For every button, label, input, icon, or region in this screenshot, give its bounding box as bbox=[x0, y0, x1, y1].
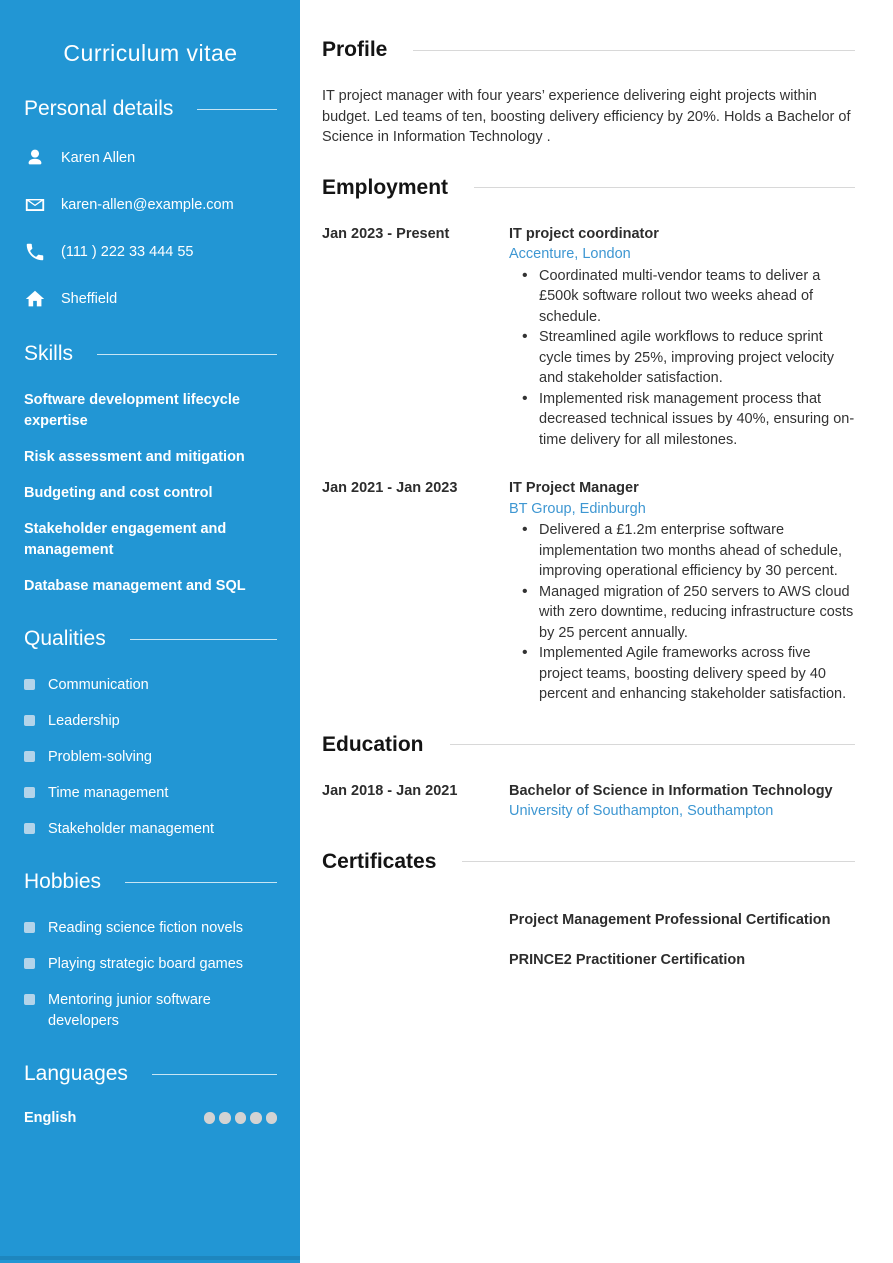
education-entry bbox=[322, 781, 855, 822]
skill-item: Budgeting and cost control bbox=[24, 485, 213, 501]
level-dot-icon bbox=[204, 1112, 216, 1124]
skill-item: Risk assessment and mitigation bbox=[24, 449, 245, 465]
qualities-heading bbox=[24, 627, 277, 651]
job-bullet: • Managed migration of 250 servers to AWS cloud with zero downtime, reducing infrastructure costs by 25 percent annually. bbox=[509, 582, 855, 644]
skills-heading bbox=[24, 342, 277, 366]
square-bullet-icon bbox=[24, 751, 35, 762]
level-dot-icon bbox=[266, 1112, 278, 1124]
heading-rule bbox=[450, 744, 855, 745]
employment-details bbox=[509, 224, 855, 451]
sidebar bbox=[0, 0, 300, 1263]
languages-heading bbox=[24, 1062, 277, 1086]
personal-details-heading-label: Personal details bbox=[24, 97, 174, 120]
job-bullet: • Streamlined agile workflows to reduce sprint cycle times by 25%, improving project velocity and stakeholder satisfaction. bbox=[509, 327, 855, 389]
square-bullet-icon bbox=[24, 715, 35, 726]
quality-item bbox=[24, 711, 277, 732]
square-bullet-icon bbox=[24, 823, 35, 834]
hobby-item bbox=[24, 954, 277, 975]
job-bullet-list bbox=[509, 520, 855, 705]
level-dot-icon bbox=[219, 1112, 231, 1124]
personal-name: Karen Allen bbox=[61, 150, 136, 166]
job-title: IT Project Manager bbox=[509, 480, 639, 496]
certificates-section bbox=[322, 850, 855, 971]
certificates-heading bbox=[322, 850, 855, 874]
email-icon bbox=[24, 194, 46, 216]
skill-item: Database management and SQL bbox=[24, 578, 246, 594]
heading-rule bbox=[462, 861, 855, 862]
quality-label: Communication bbox=[48, 677, 149, 693]
employment-entry bbox=[322, 478, 855, 705]
quality-label: Time management bbox=[48, 785, 169, 801]
education-section bbox=[322, 733, 855, 822]
language-row bbox=[24, 1110, 277, 1126]
profile-heading-label: Profile bbox=[322, 38, 388, 61]
hobby-item bbox=[24, 990, 277, 1032]
certificate-item: Project Management Professional Certification bbox=[509, 911, 831, 928]
skills-heading-label: Skills bbox=[24, 342, 74, 365]
level-dot-icon bbox=[235, 1112, 247, 1124]
heading-rule bbox=[97, 354, 277, 355]
person-icon bbox=[24, 147, 46, 169]
quality-label: Stakeholder management bbox=[48, 821, 215, 837]
job-company: BT Group, Edinburgh bbox=[509, 500, 646, 517]
employment-dates: Jan 2021 - Jan 2023 bbox=[322, 480, 458, 496]
employment-dates: Jan 2023 - Present bbox=[322, 225, 450, 242]
language-name: English bbox=[24, 1110, 77, 1126]
quality-item bbox=[24, 819, 277, 840]
job-bullet: • Coordinated multi-vendor teams to deliver a £500k software rollout two weeks ahead of schedule. bbox=[509, 266, 855, 328]
personal-item-email bbox=[24, 192, 277, 218]
heading-rule bbox=[130, 639, 277, 640]
personal-item-location bbox=[24, 286, 277, 312]
degree-title: Bachelor of Science in Information Technology bbox=[509, 782, 833, 799]
employment-heading-label: Employment bbox=[322, 175, 449, 199]
cv-title: Curriculum vitae bbox=[63, 40, 238, 66]
home-icon bbox=[24, 288, 46, 310]
heading-rule bbox=[413, 50, 855, 51]
job-title: IT project coordinator bbox=[509, 225, 659, 242]
square-bullet-icon bbox=[24, 958, 35, 969]
skill-item: Software development lifecycle expertise bbox=[24, 392, 240, 429]
language-level-dots bbox=[204, 1112, 278, 1124]
profile-text: IT project manager with four years’ experience delivering eight projects within budget. Led teams of ten, boosting delivery efficiency by 20%. Holds a Bachelor of Science in Information Technology . bbox=[322, 88, 851, 145]
hobby-item bbox=[24, 918, 277, 939]
education-details bbox=[509, 781, 855, 822]
heading-rule bbox=[197, 109, 277, 110]
qualities-heading-label: Qualities bbox=[24, 627, 106, 650]
heading-rule bbox=[152, 1074, 277, 1075]
quality-label: Leadership bbox=[48, 713, 120, 729]
personal-details-heading bbox=[24, 97, 277, 121]
education-heading bbox=[322, 733, 855, 757]
page-edge-shadow bbox=[0, 1256, 300, 1260]
employment-section bbox=[322, 176, 855, 705]
hobby-label: Playing strategic board games bbox=[48, 956, 244, 972]
skill-item: Stakeholder engagement and management bbox=[24, 521, 227, 558]
personal-item-name bbox=[24, 145, 277, 171]
certificate-item: PRINCE2 Practitioner Certification bbox=[509, 952, 746, 968]
employment-heading bbox=[322, 176, 855, 200]
personal-location: Sheffield bbox=[61, 291, 118, 307]
profile-heading bbox=[322, 38, 855, 62]
phone-icon bbox=[24, 241, 46, 263]
job-bullet: • Implemented Agile frameworks across five project teams, boosting delivery speed by 40 percent and enhancing stakeholder satisfaction. bbox=[509, 643, 855, 705]
employment-details bbox=[509, 478, 855, 705]
heading-rule bbox=[125, 882, 277, 883]
certificates-heading-label: Certificates bbox=[322, 849, 437, 873]
hobbies-heading bbox=[24, 870, 277, 894]
school-name: University of Southampton, Southampton bbox=[509, 803, 774, 819]
education-heading-label: Education bbox=[322, 732, 424, 756]
languages-heading-label: Languages bbox=[24, 1062, 128, 1085]
quality-item bbox=[24, 783, 277, 804]
personal-email: karen-allen@example.com bbox=[61, 197, 234, 213]
personal-phone: (111 ) 222 33 444 55 bbox=[61, 244, 194, 260]
certificates-list bbox=[509, 898, 855, 971]
hobby-label: Reading science fiction novels bbox=[48, 920, 244, 936]
square-bullet-icon bbox=[24, 679, 35, 690]
quality-item bbox=[24, 675, 277, 696]
square-bullet-icon bbox=[24, 787, 35, 798]
heading-rule bbox=[474, 187, 855, 188]
cv-main-column bbox=[300, 0, 893, 971]
personal-item-phone bbox=[24, 239, 277, 265]
hobby-label: Mentoring junior software developers bbox=[48, 992, 211, 1029]
job-company: Accenture, London bbox=[509, 246, 631, 262]
quality-item bbox=[24, 747, 277, 768]
hobbies-heading-label: Hobbies bbox=[24, 870, 102, 893]
square-bullet-icon bbox=[24, 994, 35, 1005]
job-bullet: • Delivered a £1.2m enterprise software implementation two months ahead of schedule, improving operational efficiency by 30 percent. bbox=[509, 520, 855, 582]
job-bullet-list bbox=[509, 266, 855, 451]
employment-entry bbox=[322, 224, 855, 451]
education-dates: Jan 2018 - Jan 2021 bbox=[322, 782, 458, 799]
level-dot-icon bbox=[250, 1112, 262, 1124]
square-bullet-icon bbox=[24, 922, 35, 933]
quality-label: Problem-solving bbox=[48, 749, 152, 765]
job-bullet: • Implemented risk management process that decreased technical issues by 40%, ensuring on-time delivery for all milestones. bbox=[509, 389, 855, 451]
profile-section bbox=[322, 38, 855, 148]
